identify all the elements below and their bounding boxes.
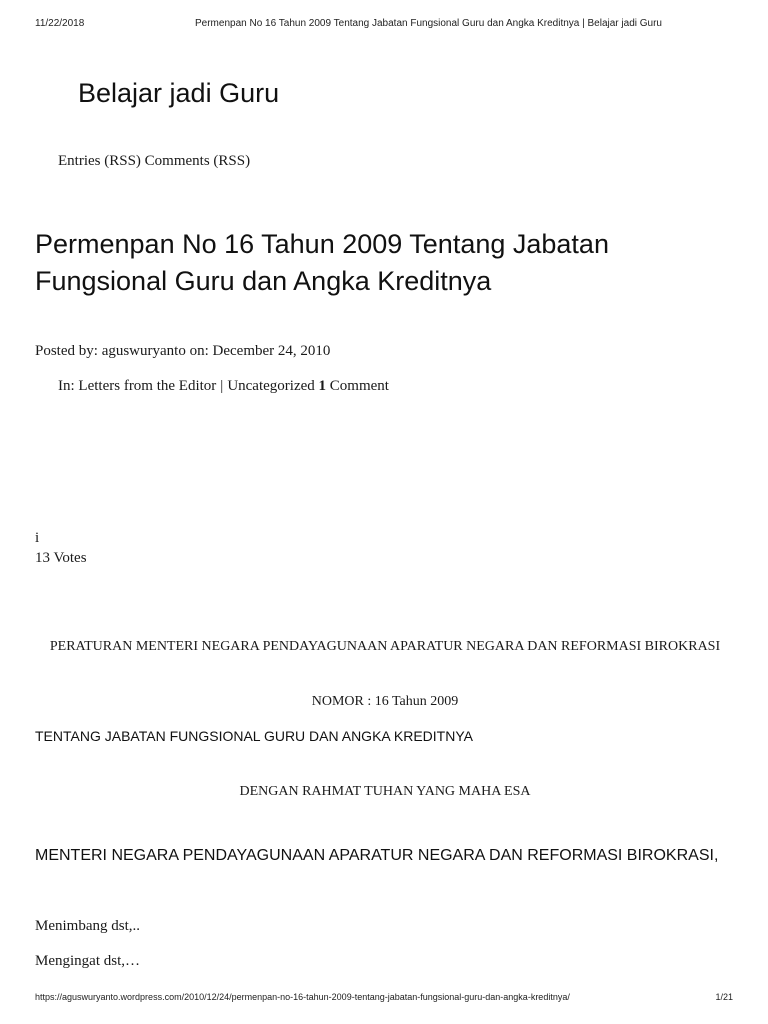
site-title[interactable]: Belajar jadi Guru xyxy=(78,78,280,108)
in-label: In: xyxy=(58,378,75,394)
entries-rss-link[interactable]: Entries (RSS) xyxy=(58,153,141,169)
comment-label: Comment xyxy=(329,378,389,394)
print-document-title: Permenpan No 16 Tahun 2009 Tentang Jabatan Fungsional Guru dan Angka Kreditnya | Belajar jadi Guru xyxy=(195,18,662,29)
minister-heading: MENTERI NEGARA PENDAYAGUNAAN APARATUR NEGARA DAN REFORMASI BIROKRASI, xyxy=(35,847,719,864)
comments-link[interactable] xyxy=(319,378,389,394)
post-date: December 24, 2010 xyxy=(212,343,331,359)
on-label: on: xyxy=(189,343,209,359)
blessing-line: DENGAN RAHMAT TUHAN YANG MAHA ESA xyxy=(239,784,531,799)
regulation-about: TENTANG JABATAN FUNGSIONAL GURU DAN ANGKA KREDITNYA xyxy=(35,728,473,744)
post-categories xyxy=(58,378,389,395)
post-meta xyxy=(35,343,330,360)
posted-by-label: Posted by: xyxy=(35,343,98,359)
comments-rss-link[interactable]: Comments (RSS) xyxy=(144,153,251,169)
category-link[interactable]: Uncategorized xyxy=(227,378,315,394)
comment-count: 1 xyxy=(318,378,327,394)
regulation-heading: PERATURAN MENTERI NEGARA PENDAYAGUNAAN APARATUR NEGARA DAN REFORMASI BIROKRASI xyxy=(49,639,721,654)
vote-count: 13 Votes xyxy=(35,550,87,566)
rss-links xyxy=(58,153,250,170)
considering-line: Menimbang dst,.. xyxy=(35,918,140,934)
page-number: 1/21 xyxy=(715,992,733,1002)
post-title: Permenpan No 16 Tahun 2009 Tentang Jabatan Fungsional Guru dan Angka Kreditnya xyxy=(35,229,609,296)
category-link[interactable]: Letters from the Editor xyxy=(78,378,217,394)
rating xyxy=(35,528,87,568)
print-date: 11/22/2018 xyxy=(35,18,85,29)
recalling-line: Mengingat dst,… xyxy=(35,953,140,969)
post-author[interactable]: aguswuryanto xyxy=(101,343,186,359)
print-url: https://aguswuryanto.wordpress.com/2010/12/24/permenpan-no-16-tahun-2009-tentang-jabatan-fungsional-guru-dan-angka-kreditnya/ xyxy=(35,992,570,1002)
rating-info-icon[interactable]: i xyxy=(35,530,40,546)
category-separator: | xyxy=(220,378,224,394)
regulation-number: NOMOR : 16 Tahun 2009 xyxy=(311,694,459,709)
